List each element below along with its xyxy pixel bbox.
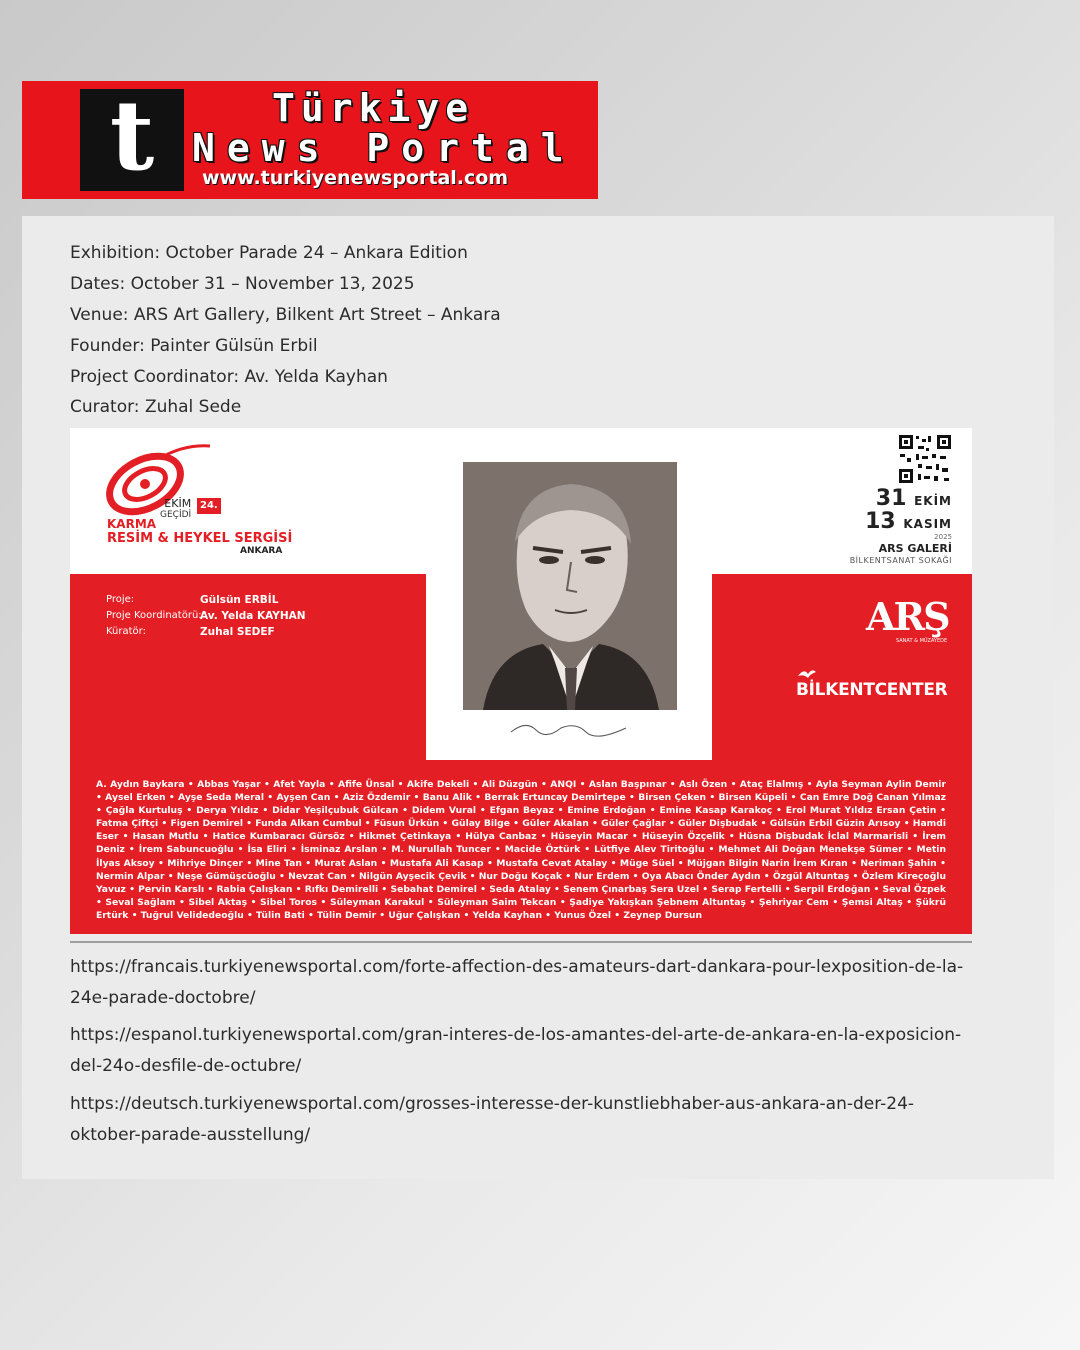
bilkent-bird-icon <box>796 666 818 680</box>
poster-gallery: ARS GALERİ <box>878 542 952 555</box>
site-logo-banner[interactable] <box>22 81 598 199</box>
ars-logo: ARŞ <box>866 594 949 639</box>
poster-gecidi: GEÇİDİ <box>160 510 192 520</box>
content-divider <box>70 941 972 943</box>
credit-label-curator: Küratör: <box>106 626 146 637</box>
link-spanish-article[interactable]: https://espanol.turkiyenewsportal.com/gran-interes-de-los-amantes-del-arte-de-ankara-en-la-exposicion-del-24o-desfile-de-octubre/ <box>70 1025 962 1076</box>
poster-title-main: RESİM & HEYKEL SERGİSİ <box>107 531 293 546</box>
info-founder: Founder: Painter Gülsün Erbil <box>70 336 318 356</box>
credit-value-project: Gülsün ERBİL <box>200 594 279 606</box>
article-card <box>22 216 1054 1179</box>
poster-ekim-gecidi <box>160 498 191 520</box>
info-dates: Dates: October 31 – November 13, 2025 <box>70 274 415 294</box>
signature-icon <box>506 718 636 738</box>
credit-label-coordinator: Proje Koordinatörü: <box>106 610 202 621</box>
poster-street: BİLKENTSANAT SOKAĞI <box>849 556 952 565</box>
credit-label-project: Proje: <box>106 594 135 605</box>
poster-edition-badge: 24. <box>197 498 221 514</box>
logo-title-line1: Türkiye <box>272 86 475 130</box>
bilkent-center-logo: BİLKENTCENTER <box>796 680 948 700</box>
info-exhibition: Exhibition: October Parade 24 – Ankara Edition <box>70 243 468 263</box>
poster-title-karma: KARMA <box>107 517 157 531</box>
info-curator: Curator: Zuhal Sede <box>70 397 242 417</box>
portrait-image <box>463 462 677 710</box>
link-french-article[interactable]: https://francais.turkiyenewsportal.com/forte-affection-des-amateurs-dart-dankara-pour-lexposition-de-la-24e-parade-doctobre/ <box>70 957 964 1008</box>
date-end-num: 13 <box>865 509 896 534</box>
logo-title-line2: News Portal <box>192 126 576 170</box>
logo-url: www.turkiyenewsportal.com <box>202 167 509 189</box>
poster-title-city: ANKARA <box>240 546 283 556</box>
link-german-article[interactable]: https://deutsch.turkiyenewsportal.com/grosses-interesse-der-kunstliebhaber-aus-ankara-an-der-24-oktober-parade-ausstellung/ <box>70 1094 915 1145</box>
date-start-num: 31 <box>875 486 907 511</box>
date-start-month: EKİM <box>914 494 952 508</box>
ars-logo-subtitle: SANAT & MÜZAYEDE <box>896 638 948 644</box>
qr-code-icon <box>898 434 952 484</box>
exhibition-poster <box>70 428 972 934</box>
poster-ekim: EKİM <box>164 497 192 510</box>
credit-value-curator: Zuhal SEDEF <box>200 626 275 638</box>
info-venue: Venue: ARS Art Gallery, Bilkent Art Street – Ankara <box>70 305 501 325</box>
portrait-figure-icon <box>463 462 677 710</box>
portrait-frame <box>426 428 712 760</box>
poster-artist-list: A. Aydın Baykara • Abbas Yaşar • Afet Yayla • Afife Ünsal • Akife Dekeli • Ali Düzgün • ANQI • Aslan Başpınar • Aslı Özen • Ataç Elalmış • Ayla Seyman Aylin Demir • Aysel Erken • Ayşe Seda Meral • Ayşen Can • Aziz Özdemir • Banu Alik • Berrak Ertuncay Demirtepe • Birsen Çeken • Birsen Küpeli • Can Emre Doğ Canan Yılmaz • Çağla Kurtuluş • Derya Yıldız • Didar Yeşilçubuk Gülcan • Didem Vural • Efgan Beyaz • Emine Erdoğan • Emine Kasap Karakoç • Erol Murat Yıldız Ersan Çetin • Fatma Çiftçi • Figen Demirel • Funda Alkan Cumbul • Füsun Ürkün • Gülay Bilge • Güler Akalan • Güler Çağlar • Güler Dişbudak • Gülsün Erbil Güzin Arısoy • Hamdi Eser • Hasan Mutlu • Hatice Kumbaracı Gürsöz • Hikmet Çetinkaya • Hülya Canbaz • Hüseyin Macar • Hüseyin Özçelik • Hüsna Dişbudak İclal Marmarisli • İrem Deniz • İrem Sabuncuoğlu • İsa Eliri • İsminaz Arslan • M. Nurullah Tuncer • Macide Öztürk • Lütfiye Alev Tiritoğlu • Mehmet Ali Doğan Menekşe Sümer • Metin İlyas Aksoy • Mihriye Dinçer • Mine Tan • Murat Aslan • Mustafa Ali Kasap • Mustafa Cevat Atalay • Müge Süel • Müjgan Bilgin Narin İrem Kıran • Neriman Şahin • Nermin Alpar • Neşe Gümüşcüoğlu • Nevzat Can • Nilgün Ayşecik Çevik • Nur Doğu Koçak • Nur Erdem • Oya Abacı Önder Aydın • Özgül Altuntaş • Özlem Kireçoğlu Yavuz • Pervin Karslı • Rabia Çalışkan • Rıfkı Demirelli • Sebahat Demirel • Seda Atalay • Senem Çınarbaş Sera Uzel • Serap Fertelli • Serpil Erdoğan • Seval Özpek • Seval Sağlam • Sibel Aktaş • Sibel Toros • Süleyman Karakul • Süleyman Saim Tekcan • Şadiye Yakışkan Şebnem Altuntaş • Şehriyar Cem • Şemsi Altaş • Şükrü Ertürk • Tuğrul Velidedeoğlu • Tülin Bati • Tülin Demir • Uğur Çalışkan • Yelda Kayhan • Yunus Özel • Zeynep Dursun <box>96 779 946 921</box>
date-end-month: KASIM <box>903 517 952 531</box>
poster-year: 2025 <box>934 533 952 541</box>
credit-value-coordinator: Av. Yelda KAYHAN <box>200 610 306 622</box>
info-coordinator: Project Coordinator: Av. Yelda Kayhan <box>70 367 388 387</box>
logo-letter-mark: t <box>80 89 184 191</box>
